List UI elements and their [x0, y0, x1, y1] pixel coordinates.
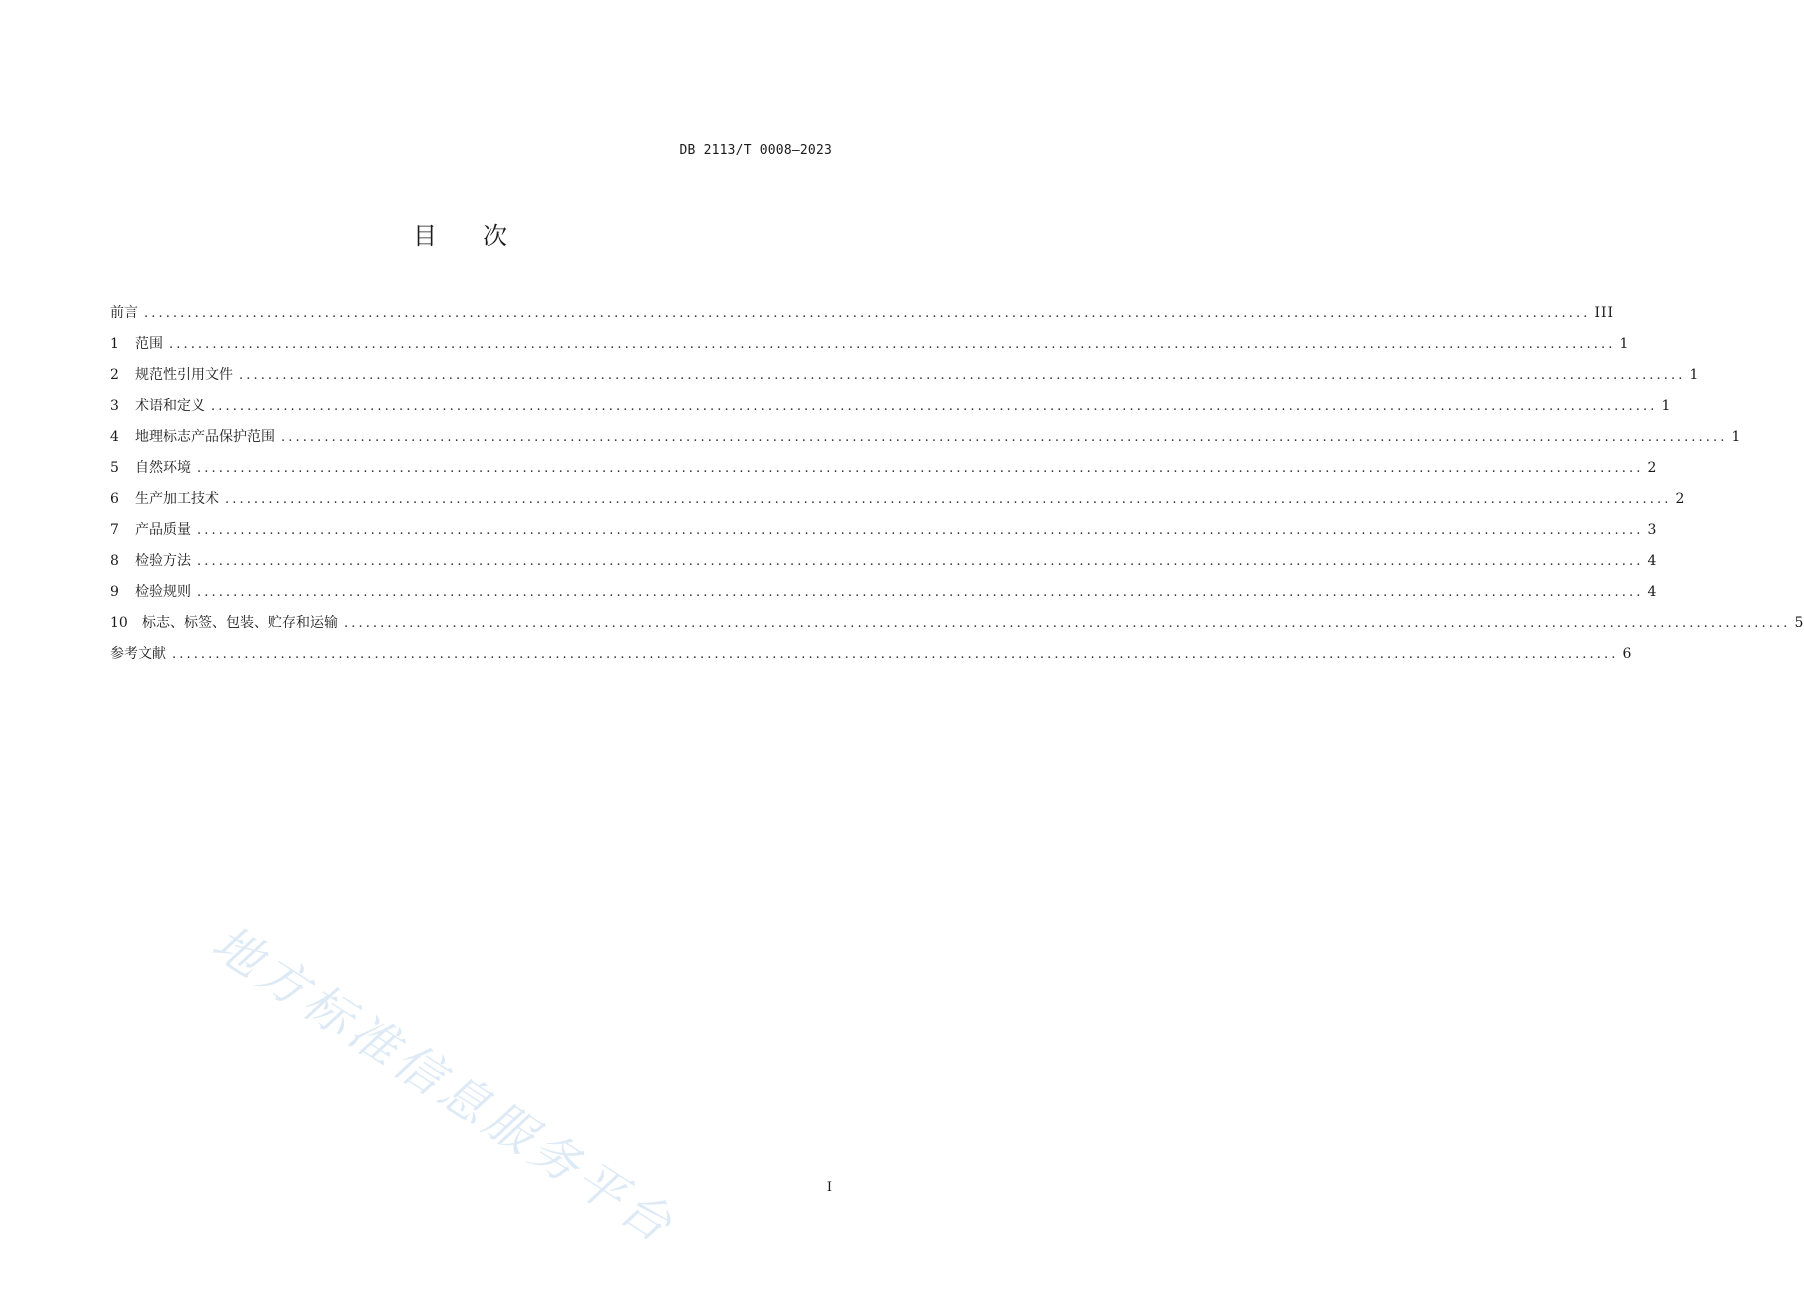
toc-entry[interactable]: [110, 302, 1615, 333]
toc-entry-label: 参考文献: [110, 646, 166, 662]
toc-entry-label: 自然环境: [135, 460, 191, 476]
toc-entry-label: 术语和定义: [135, 398, 205, 414]
toc-entry[interactable]: [110, 333, 1630, 364]
toc-entry-page: 6: [1622, 646, 1633, 662]
toc-entry-label: 检验方法: [135, 553, 191, 569]
toc-leader-dots: ........................................................................................................................................................................................................: [281, 430, 1728, 445]
toc-entry-number: 1: [110, 336, 119, 352]
toc-entry-number: 2: [110, 367, 119, 383]
toc-entry-label: 前言: [110, 305, 138, 321]
document-code: DB 2113/T 0008—2023: [679, 143, 832, 158]
toc-leader-dots: ........................................................................................................................................................................................................: [172, 647, 1619, 662]
toc-entry-label: 范围: [135, 336, 163, 352]
toc-entry[interactable]: [110, 395, 1672, 426]
watermark: 地方标准信息服务平台: [202, 914, 686, 1256]
toc-entry-page: 1: [1661, 398, 1672, 414]
toc-entry-page: 3: [1647, 522, 1658, 538]
toc-entry-label: 生产加工技术: [135, 491, 219, 507]
toc-leader-dots: ........................................................................................................................................................................................................: [144, 306, 1591, 321]
toc-entry[interactable]: [110, 550, 1658, 581]
toc-entry-number: 6: [110, 491, 119, 507]
toc-leader-dots: ........................................................................................................................................................................................................: [211, 399, 1658, 414]
toc-entry-number: 5: [110, 460, 119, 476]
toc-entry-label: 规范性引用文件: [135, 367, 233, 383]
toc-leader-dots: ........................................................................................................................................................................................................: [169, 337, 1616, 352]
toc-entry-number: 9: [110, 584, 119, 600]
page-title: 目次: [413, 222, 553, 250]
toc-entry[interactable]: [110, 519, 1658, 550]
toc-entry-page: III: [1594, 305, 1615, 321]
toc-entry-number: 3: [110, 398, 119, 414]
toc-entry-page: 2: [1675, 491, 1686, 507]
toc-leader-dots: ........................................................................................................................................................................................................: [197, 523, 1644, 538]
toc-entry[interactable]: [110, 426, 1742, 457]
toc-entry-label: 标志、标签、包装、贮存和运输: [142, 615, 338, 631]
toc-entry-label: 检验规则: [135, 584, 191, 600]
toc-entry-page: 1: [1689, 367, 1700, 383]
toc-entry-number: 7: [110, 522, 119, 538]
toc-leader-dots: ........................................................................................................................................................................................................: [197, 554, 1644, 569]
toc-entry[interactable]: [110, 612, 1804, 643]
table-of-contents: [110, 302, 1804, 674]
toc-leader-dots: ........................................................................................................................................................................................................: [225, 492, 1672, 507]
toc-leader-dots: ........................................................................................................................................................................................................: [197, 585, 1644, 600]
toc-entry-number: 4: [110, 429, 119, 445]
toc-entry[interactable]: [110, 581, 1658, 612]
toc-entry-label: 产品质量: [135, 522, 191, 538]
toc-entry-page: 1: [1619, 336, 1630, 352]
toc-leader-dots: ........................................................................................................................................................................................................: [197, 461, 1644, 476]
toc-entry-label: 地理标志产品保护范围: [135, 429, 275, 445]
toc-entry-page: 5: [1794, 615, 1804, 631]
toc-entry-page: 4: [1647, 553, 1658, 569]
toc-entry[interactable]: [110, 488, 1686, 519]
toc-entry-number: 10: [110, 615, 128, 631]
toc-leader-dots: ........................................................................................................................................................................................................: [239, 368, 1686, 383]
toc-entry-page: 2: [1647, 460, 1658, 476]
toc-entry-page: 4: [1647, 584, 1658, 600]
toc-entry[interactable]: [110, 457, 1658, 488]
toc-entry-number: 8: [110, 553, 119, 569]
page-number: I: [826, 1180, 832, 1195]
toc-leader-dots: ........................................................................................................................................................................................................: [344, 616, 1791, 631]
toc-entry[interactable]: [110, 643, 1633, 674]
toc-entry-page: 1: [1731, 429, 1742, 445]
toc-entry[interactable]: [110, 364, 1700, 395]
